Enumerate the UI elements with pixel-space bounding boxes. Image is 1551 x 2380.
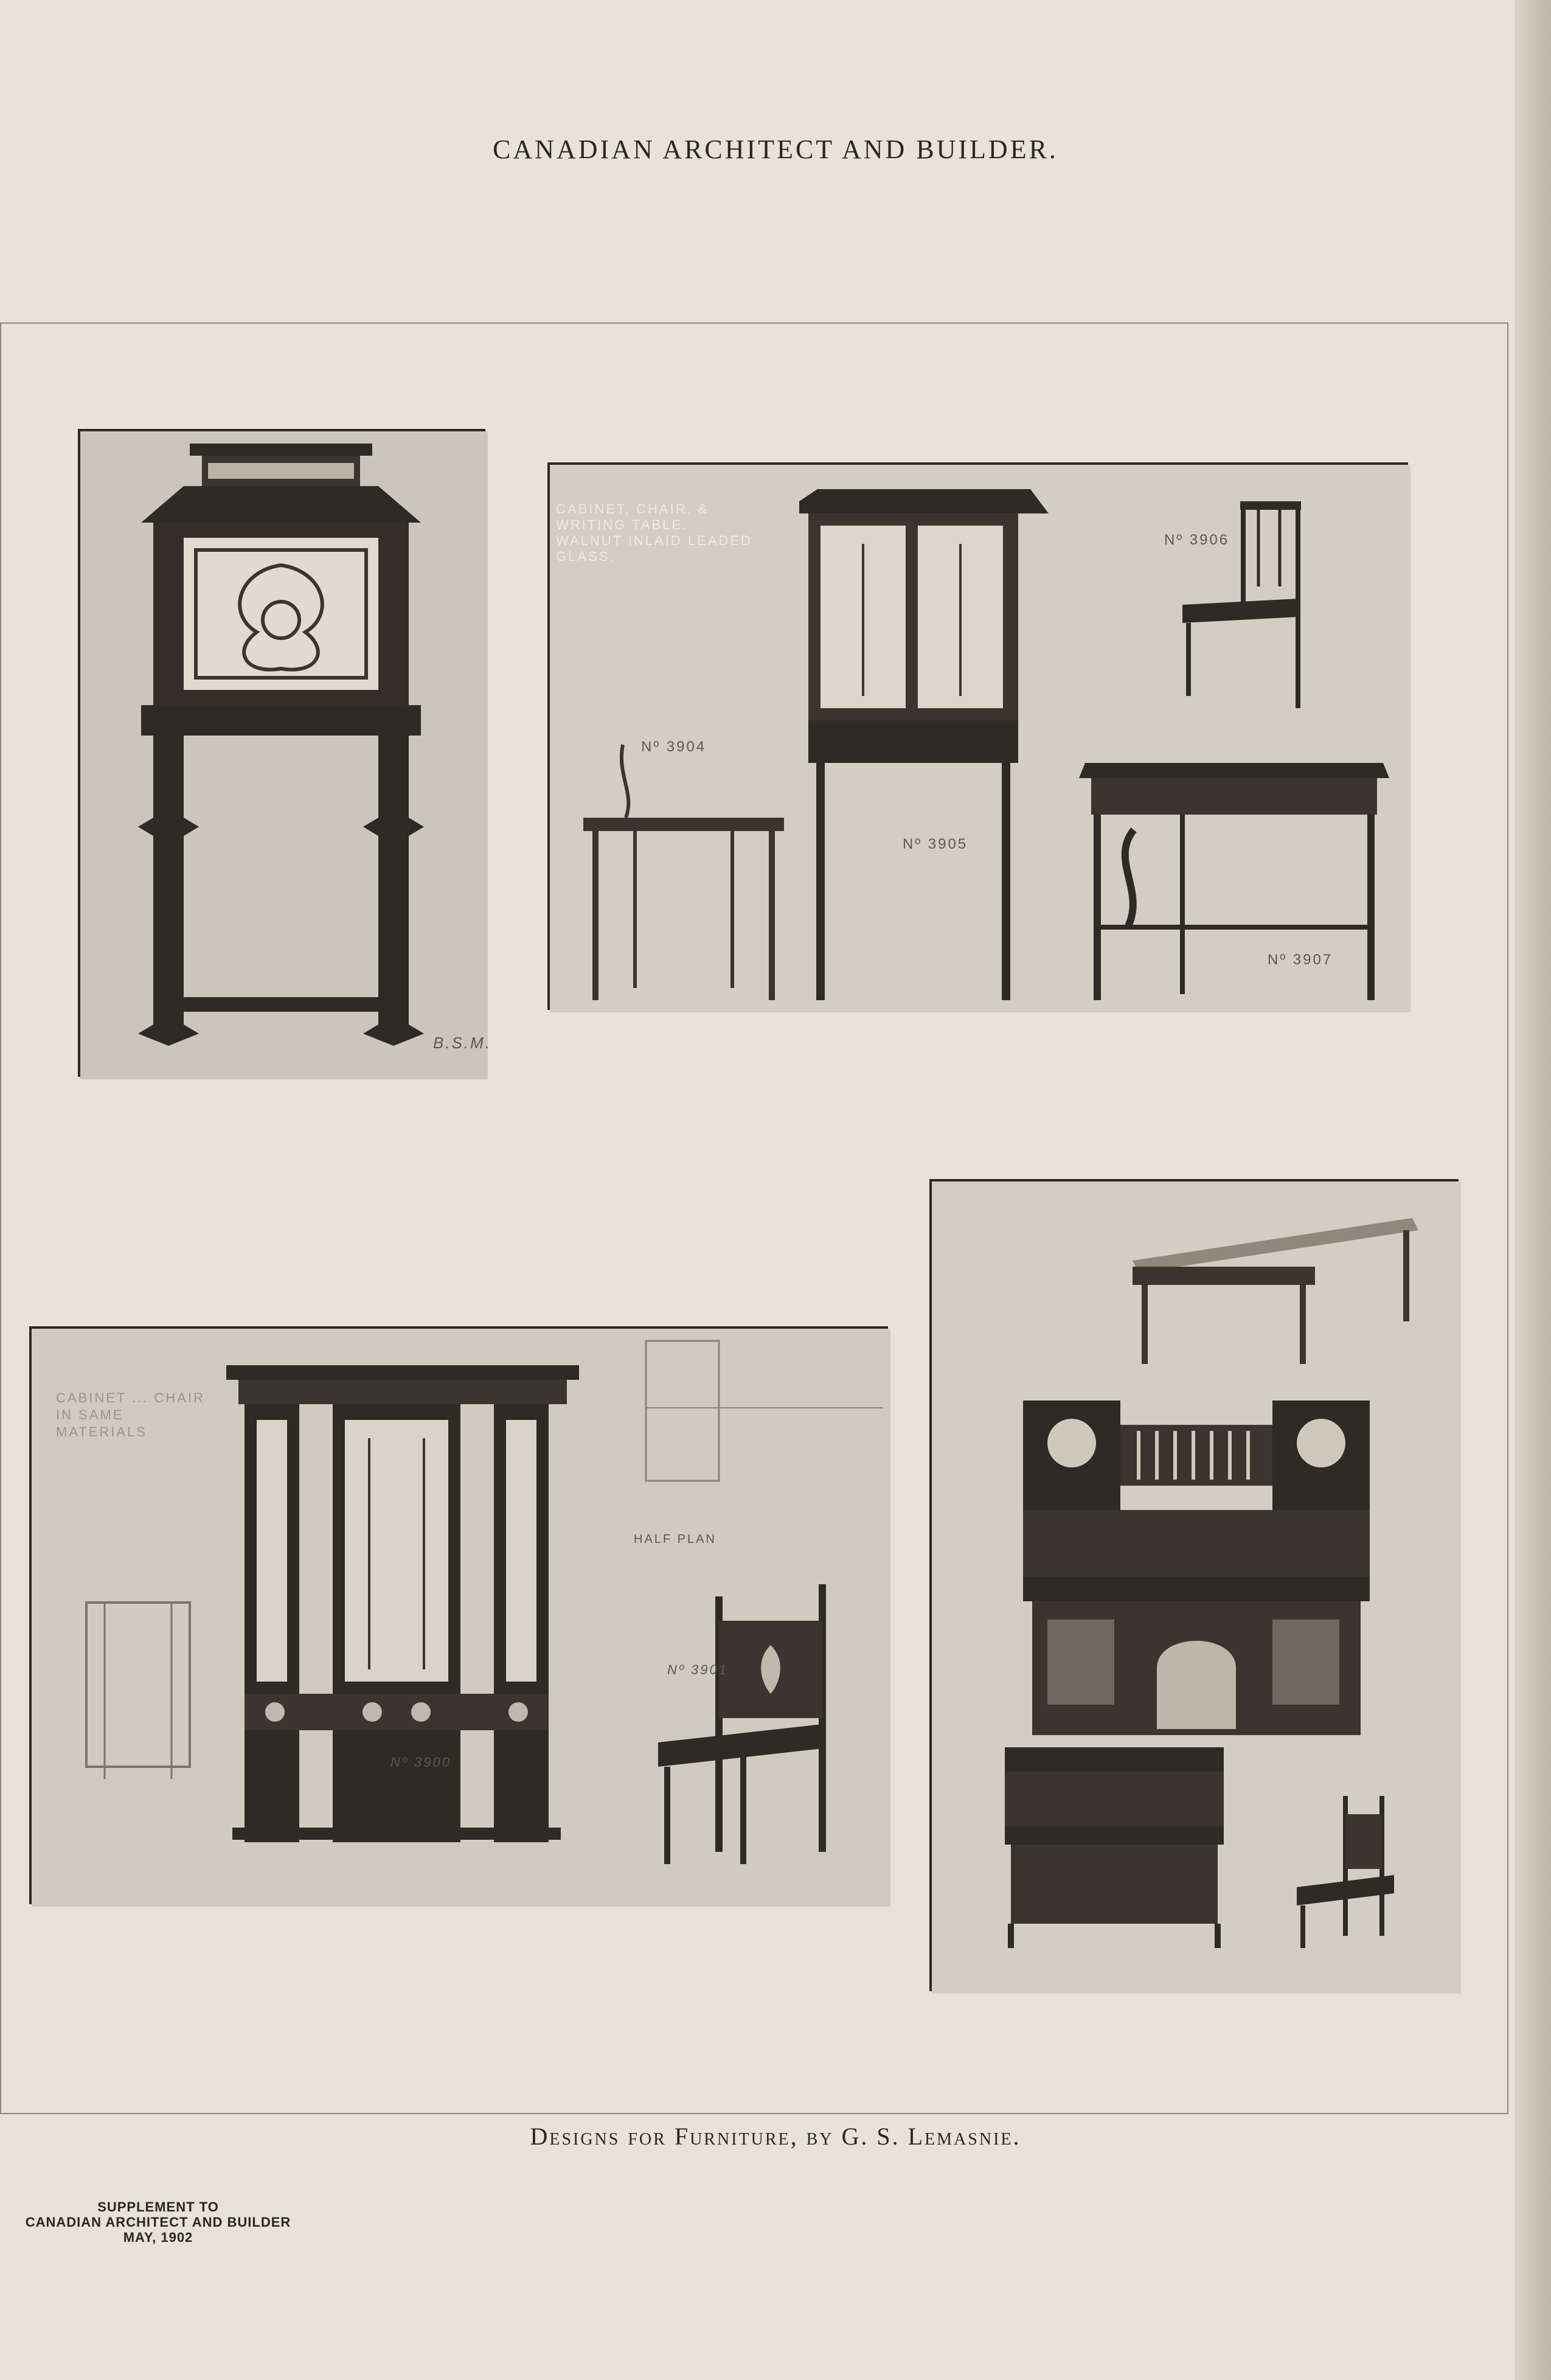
plate-cabinet-stand bbox=[78, 429, 492, 1077]
plate-caption: Designs for Furniture, by G. S. Lemasnie. bbox=[530, 2123, 1021, 2150]
page-edge bbox=[1515, 0, 1551, 2380]
supplement-line-2: CANADIAN ARCHITECT AND BUILDER bbox=[25, 2215, 291, 2230]
cabinet-chair-inscription: CABINET ... CHAIR IN SAME MATERIALS bbox=[56, 1390, 205, 1439]
plate-furniture-group bbox=[547, 462, 1408, 1010]
running-head: CANADIAN ARCHITECT AND BUILDER. bbox=[493, 134, 1058, 164]
supplement-line-3: MAY, 1902 bbox=[123, 2230, 193, 2245]
label-3904: Nº 3904 bbox=[641, 739, 707, 755]
plate-cabinet-chair bbox=[29, 1326, 888, 1904]
supplement-notice bbox=[12, 2199, 304, 2245]
label-3907: Nº 3907 bbox=[1268, 952, 1333, 968]
label-3900: Nº 3900 bbox=[390, 1755, 451, 1770]
plate-signature: B.S.M. bbox=[433, 1034, 492, 1052]
half-plan-label: HALF PLAN bbox=[634, 1533, 717, 1546]
label-3905: Nº 3905 bbox=[903, 836, 968, 852]
sideboards-drawing bbox=[932, 1181, 1461, 1994]
group-inscription: CABINET, CHAIR, & WRITING TABLE. WALNUT INLAID LEADED GLASS. bbox=[556, 501, 752, 564]
label-3901: Nº 3901 bbox=[667, 1662, 728, 1677]
supplement-line-1: SUPPLEMENT TO bbox=[97, 2199, 219, 2215]
cabinet-stand-drawing bbox=[80, 431, 488, 1079]
plate-sideboards bbox=[929, 1179, 1459, 1991]
label-3906: Nº 3906 bbox=[1164, 532, 1230, 548]
